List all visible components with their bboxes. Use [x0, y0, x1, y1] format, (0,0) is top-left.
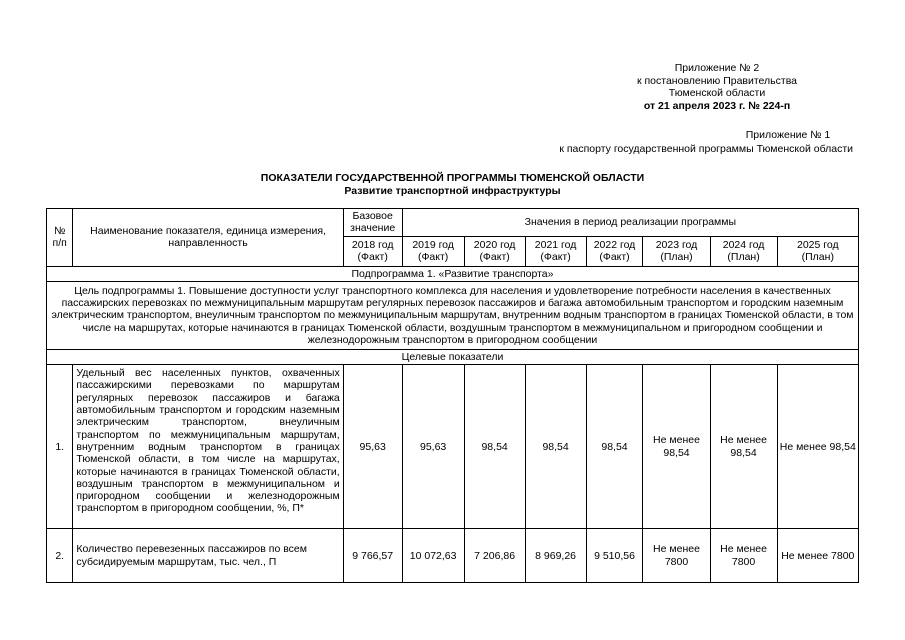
header-year: 2018 год (Факт)	[343, 236, 402, 266]
row-value: Не менее 98,54	[710, 365, 777, 529]
title-sub: Развитие транспортной инфраструктуры	[344, 185, 561, 197]
indicators-table	[46, 208, 859, 583]
row-num: 2.	[47, 529, 73, 583]
header-period: Значения в период реализации программы	[402, 209, 858, 237]
appendix-1-block	[453, 129, 853, 156]
row-value: 7 206,86	[464, 529, 525, 583]
row-value: 8 969,26	[525, 529, 586, 583]
row-value: Не менее 98,54	[777, 365, 858, 529]
header-base: Базовое значение	[343, 209, 402, 237]
row-value: Не менее 7800	[643, 529, 710, 583]
row-value: 10 072,63	[402, 529, 464, 583]
appendix-2-date: от 21 апреля 2023 г. № 224-п	[643, 99, 791, 112]
header-year: 2021 год (Факт)	[525, 236, 586, 266]
row-value: 95,63	[402, 365, 464, 529]
table-row	[47, 365, 859, 529]
appendix-2-block	[607, 62, 827, 112]
row-value: 9 766,57	[343, 529, 402, 583]
row-num: 1.	[47, 365, 73, 529]
header-year: 2020 год (Факт)	[464, 236, 525, 266]
appendix-2-resolution: к постановлению Правительства	[636, 74, 798, 87]
row-value: 98,54	[464, 365, 525, 529]
appendix-1-passport: к паспорту государственной программы Тюменской области	[559, 142, 853, 155]
row-value: 95,63	[343, 365, 402, 529]
header-year: 2019 год (Факт)	[402, 236, 464, 266]
header-year: 2022 год (Факт)	[586, 236, 643, 266]
row-value: Не менее 7800	[777, 529, 858, 583]
targets-row: Целевые показатели	[47, 349, 859, 364]
header-num: № п/п	[47, 209, 73, 267]
title-main: ПОКАЗАТЕЛИ ГОСУДАРСТВЕННОЙ ПРОГРАММЫ ТЮМЕНСКОЙ ОБЛАСТИ	[260, 172, 645, 184]
row-name: Количество перевезенных пассажиров по всем субсидируемым маршрутам, тыс. чел., П	[73, 529, 343, 583]
header-year: 2024 год (План)	[710, 236, 777, 266]
goal-row: Цель подпрограммы 1. Повышение доступности услуг транспортного комплекса для населения и удовлетворение потребности населения в качественных пассажирских перевозках по межмуниципальным маршрутам регулярных перевозок пассажиров и багажа автомобильным транспортом и городским наземным электрическим транспортом, внеуличным транспортом по межмуниципальным маршрутам, внутренним водным транспортом в границах Тюменской области, в том числе на маршрутах, которые начинаются в границах Тюменской области, воздушным транспортом в межмуниципальном и пригородном сообщении и железнодорожным транспортом в пригородном сообщении	[47, 281, 859, 349]
header-name: Наименование показателя, единица измерения, направленность	[73, 209, 343, 267]
document-title	[0, 172, 905, 198]
appendix-1-title: Приложение № 1	[745, 129, 831, 141]
appendix-2-title: Приложение № 2	[674, 62, 760, 74]
appendix-2-region: Тюменской области	[668, 87, 766, 99]
row-value: 98,54	[525, 365, 586, 529]
row-value: 9 510,56	[586, 529, 643, 583]
header-year: 2023 год (План)	[643, 236, 710, 266]
subprogram-row: Подпрограмма 1. «Развитие транспорта»	[47, 266, 859, 281]
header-year: 2025 год (План)	[777, 236, 858, 266]
row-name: Удельный вес населенных пунктов, охваченных пассажирскими перевозками по маршрутам регулярных перевозок пассажиров и багажа автомобильным транспортом и городским наземным электрическим транспортом, внеуличным транспортом по межмуниципальным маршрутам, внутренним водным транспортом в границах Тюменской области, в том числе на маршрутах, которые начинаются в границах Тюменской области, воздушным транспортом в межмуниципальном и пригородном сообщении и железнодорожным транспортом в пригородном сообщении, %, П*	[73, 365, 343, 529]
row-value: 98,54	[586, 365, 643, 529]
table-row	[47, 529, 859, 583]
row-value: Не менее 7800	[710, 529, 777, 583]
row-value: Не менее 98,54	[643, 365, 710, 529]
